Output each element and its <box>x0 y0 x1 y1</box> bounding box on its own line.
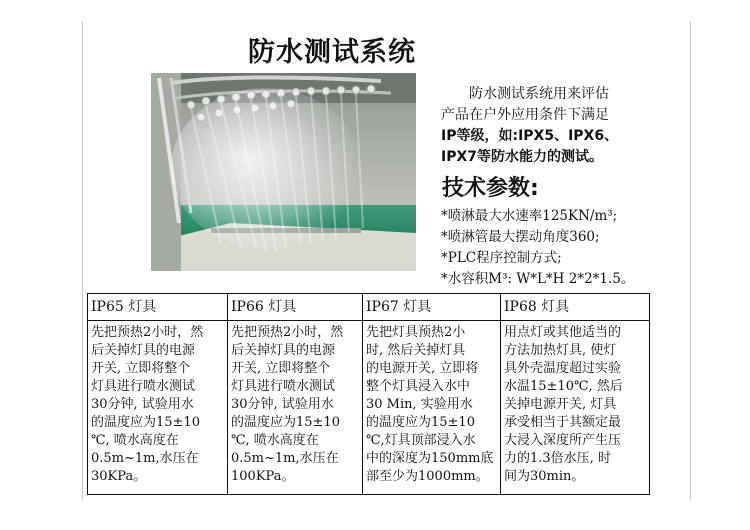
cell-line: 中的深度为150mm底 <box>366 451 494 466</box>
cell-line: ℃,灯具顶部浸入水 <box>366 433 476 448</box>
cell-line: 灯具进行喷水测试 <box>91 379 196 394</box>
cell-line: ℃, 喷水高度在 <box>231 433 319 448</box>
cell-line: 开关, 立即将整个 <box>91 361 191 376</box>
cell-line: 先把预热2小时，然 <box>91 325 204 340</box>
cell-line: 30分钟, 试验用水 <box>91 397 194 412</box>
cell-line: 先把预热2小时，然 <box>231 325 344 340</box>
cell-line: 具外壳温度超过实验 <box>504 361 622 376</box>
cell-line: 力的1.3倍水压, 时 <box>504 451 611 466</box>
param-item: *PLC程序控制方式; <box>441 250 562 266</box>
cell-line: 承受相当于其额定最 <box>504 415 622 430</box>
cell-line: 30KPa。 <box>91 469 147 484</box>
cell-line: ℃, 喷水高度在 <box>91 433 179 448</box>
cell-line: 0.5m~1m,水压在 <box>231 451 339 466</box>
cell-line: 整个灯具浸入水中 <box>366 379 471 394</box>
cell-line: 开关, 立即将整个 <box>231 361 331 376</box>
cell-line: 后关掉灯具的电源 <box>91 343 196 358</box>
cell-line: 的温度应为15±10 <box>231 415 340 430</box>
cell-line: 后关掉灯具的电源 <box>231 343 336 358</box>
cell-line: 关掉电源开关, 灯具 <box>504 397 617 412</box>
cell-line: 100KPa。 <box>231 469 295 484</box>
cell-line: 部至少为1000mm。 <box>366 469 489 484</box>
page-border-right <box>690 22 691 500</box>
header-ip65: IP65 灯具 <box>88 294 228 321</box>
description-line: 防水测试系统用来评估 <box>469 86 609 102</box>
header-ip66: IP66 灯具 <box>228 294 363 321</box>
param-item: *喷淋管最大摆动角度360; <box>441 229 600 245</box>
cell-line: 先把灯具预热2小 <box>366 325 466 340</box>
cell-line: 间为30min。 <box>504 469 585 484</box>
cell-ip65 <box>88 321 228 495</box>
header-ip67: IP67 灯具 <box>363 294 501 321</box>
description-line: IP等级，如:IPX5、IPX6、 <box>441 128 619 144</box>
page-border-left <box>82 22 83 500</box>
cell-line: 灯具进行喷水测试 <box>231 379 336 394</box>
cell-ip67 <box>363 321 501 495</box>
cell-line: 的电源开关, 立即将 <box>366 361 479 376</box>
cell-line: 0.5m~1m,水压在 <box>91 451 199 466</box>
cell-line: 的温度应为15±10 <box>366 415 475 430</box>
param-item: *喷淋最大水速率125KN/m³; <box>441 208 618 224</box>
page-title: 防水测试系统 <box>248 37 416 68</box>
description-line: IPX7等防水能力的测试。 <box>441 149 604 165</box>
cell-ip66 <box>228 321 363 495</box>
ip-rating-table <box>87 293 650 495</box>
cell-line: 方法加热灯具, 使灯 <box>504 343 617 358</box>
header-ip68: IP68 灯具 <box>501 294 650 321</box>
cell-line: 水温15±10℃, 然后 <box>504 379 623 394</box>
cell-ip68 <box>501 321 650 495</box>
table-header-row <box>88 294 650 321</box>
cell-line: 的温度应为15±10 <box>91 415 200 430</box>
system-description <box>441 84 666 168</box>
table-row <box>88 321 650 495</box>
cell-line: 30 Min, 实验用水 <box>366 397 473 412</box>
cell-line: 用点灯或其他适当的 <box>504 325 622 340</box>
cell-line: 时, 然后关掉灯具 <box>366 343 466 358</box>
param-item: *水容积M³: W*L*H 2*2*1.5。 <box>441 271 635 287</box>
cell-line: 大浸入深度所产生压 <box>504 433 622 448</box>
cell-line: 30分钟, 试验用水 <box>231 397 334 412</box>
description-line: 产品在户外应用条件下满足 <box>441 107 609 123</box>
params-heading: 技术参数: <box>442 176 539 201</box>
params-list <box>441 206 634 290</box>
spray-test-photo <box>151 73 416 271</box>
